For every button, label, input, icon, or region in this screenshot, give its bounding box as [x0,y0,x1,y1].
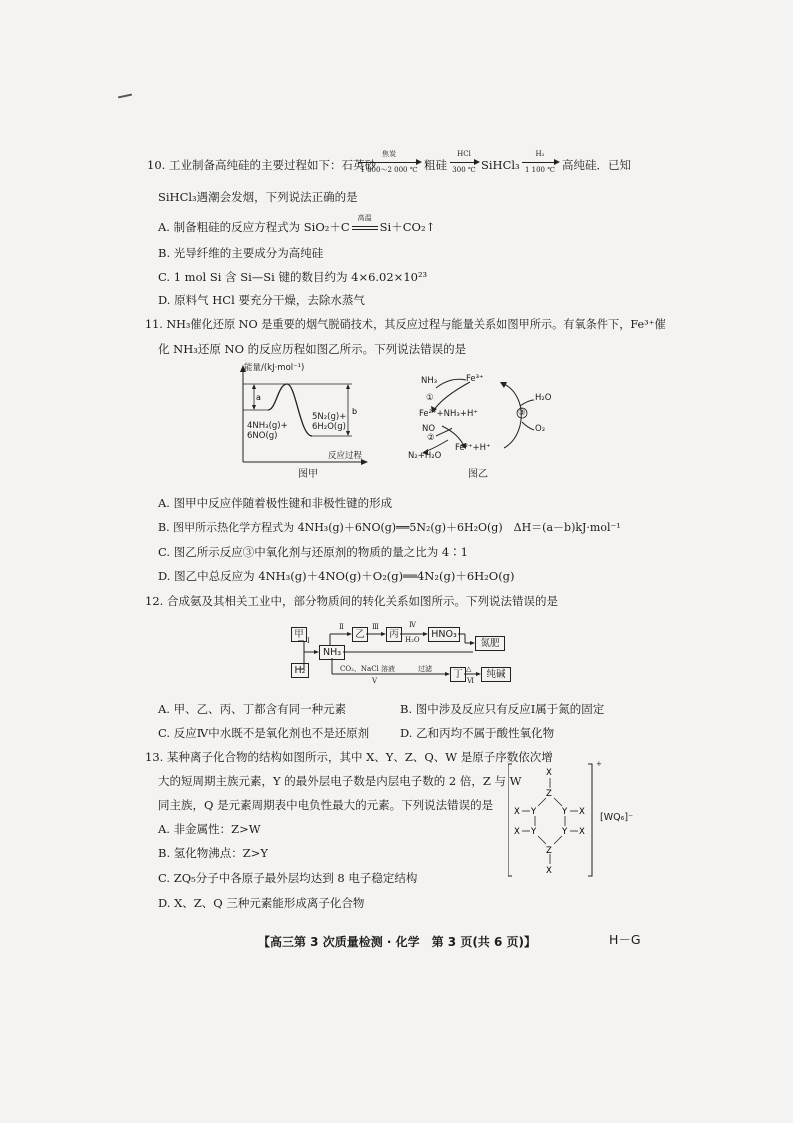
q10-stem-line2: SiHCl₃遇潮会发烟，下列说法正确的是 [158,190,358,204]
flow-to-chunjian-head [476,672,481,676]
q10-arrow2 [450,162,478,163]
node-hno3: HNO₃ [428,627,460,642]
flow-to-bing-head [381,632,386,636]
q10-arrow1-bottom: 1 800～2 000 ℃ [360,166,418,174]
q11-option-b: B. 图甲所示热化学方程式为 4NH₃(g)＋6NO(g)══5N₂(g)＋6H₂O(g) ΔH＝(a－b)kJ·mol⁻¹ [158,521,621,534]
bond-y-z-left-bottom [538,836,546,844]
products-line1: 5N₂(g)+ [312,412,347,422]
atom-z-bottom: Z [546,846,552,856]
q10-crude-si: 粗硅 [424,158,447,172]
q12-option-d: D. 乙和丙均不属于酸性氧化物 [400,726,555,740]
q13-stem-line3: 同主族，Q 是元素周期表中电负性最大的元素。下列说法错误的是 [158,798,494,812]
paper-code: H－G [609,932,641,947]
label-reaction-5: Ⅴ [372,677,378,685]
anion-label: [WQ₆]⁻ [600,812,634,823]
bond-z-y-left-top [538,798,546,806]
energy-axis-ylabel: 能量/(kJ·mol⁻¹) [244,363,305,373]
q10-option-a-condition: 高温 [357,214,372,222]
label-reaction-4: Ⅳ [409,621,416,629]
q10-arrow1 [358,162,420,163]
q13-ion-structure [508,762,594,880]
cycle-intermediate: Fe²⁺+NH₃+H⁺ [419,409,478,419]
label-heat: △ [466,665,472,673]
q11-stem-line2: 化 NH₃还原 NO 的反应历程如图乙所示。下列说法错误的是 [158,342,467,356]
bracket-left [508,764,512,876]
label-reaction-2: Ⅱ [339,623,344,631]
q13-option-b: B. 氢化物沸点：Z>Y [158,846,268,860]
flow-to-yi-head [347,632,352,636]
atom-x-top: X [546,768,552,778]
scan-mark [118,94,132,99]
figure-yi-caption: 图乙 [468,469,488,480]
cycle-n2h2o: N₂+H₂O [408,451,442,461]
q11-stem-line1: 11. NH₃催化还原 NO 是重要的烟气脱硝技术，其反应过程与能量关系如图甲所示。有氧条件下，Fe³⁺催 [145,318,666,331]
q10-option-c: C. 1 mol Si 含 Si—Si 键的数目约为 4×6.02×10²³ [158,270,428,284]
cycle-fe3: Fe³⁺ [466,374,484,384]
cycle-no: NO [422,424,436,434]
node-nh3: NH₃ [319,645,345,660]
bracket-right [588,764,592,876]
bond-z-y-right-top [554,798,562,806]
label-reaction-4-water: H₂O [405,636,420,644]
cycle-nh3: NH₃ [421,376,438,386]
atom-z-top: Z [546,789,552,799]
atom-x-1: X [514,807,520,817]
label-filter: 过滤 [418,665,432,673]
energy-label-a: a [256,393,261,402]
node-chunjian: 纯碱 [481,667,511,682]
q10-option-d: D. 原料气 HCl 要充分干燥，去除水蒸气 [158,293,365,307]
q13-option-c: C. ZQ₅分子中各原子最外层均达到 8 电子稳定结构 [158,871,418,885]
reactants-line1: 4NH₃(g)+ [247,421,288,431]
cycle-arrow-no-in [436,428,452,436]
cycle-step2-label: ② [427,433,435,443]
flow-to-hno3-head [423,632,428,636]
energy-b-arrowhead-bottom [346,431,350,436]
atom-y-2: Y [562,807,568,817]
q10-end: 高纯硅．已知 [562,158,631,172]
q11-option-a: A. 图甲中反应伴随着极性键和非极性键的形成 [158,496,393,510]
node-bing: 丙 [386,627,402,642]
energy-b-arrowhead-top [346,384,350,389]
q12-stem: 12. 合成氨及其相关工业中，部分物质间的转化关系如图所示。下列说法错误的是 [145,594,558,608]
q10-arrow3 [522,162,558,163]
cycle-arrow-step1 [434,382,470,410]
label-reaction-1: Ⅰ [307,637,310,645]
q13-option-d: D. X、Z、Q 三种元素能形成离子化合物 [158,896,365,910]
label-reaction-5-reagents: CO₂、NaCl 溶液 [340,665,396,673]
flow-to-nh3-head [314,650,319,654]
q10-arrow1-top: 焦炭 [382,150,396,158]
q10-arrow3-top: H₂ [535,150,545,158]
q11-option-d: D. 图乙中总反应为 4NH₃(g)＋4NO(g)＋O₂(g)══4N₂(g)＋6H₂O(g) [158,569,515,583]
q10-arrow3-bottom: 1 100 ℃ [524,166,556,174]
cycle-arrow-o2-in [522,422,534,430]
atom-y-1: Y [531,807,537,817]
cycle-arrow-h2o-out [520,400,534,406]
q10-arrow2-bottom: 300 ℃ [452,166,476,174]
atom-x-2: X [579,807,585,817]
page-footer: 【高三第 3 次质量检测 · 化学 第 3 页(共 6 页)】 [258,935,536,949]
q10-stem-line1: 10. 工业制备高纯硅的主要过程如下：石英砂 [147,158,376,172]
q10-sihcl3: SiHCl₃ [481,158,520,172]
cycle-o2: O₂ [535,424,546,434]
atom-x-bottom: X [546,866,552,876]
cycle-fe2h: Fe²⁺+H⁺ [455,443,491,453]
atom-x-3: X [514,827,520,837]
node-yi: 乙 [352,627,368,642]
cation-charge: + [596,760,602,768]
atom-y-4: Y [562,827,568,837]
q13-stem-line2: 大的短周期主族元素，Y 的最外层电子数是内层电子数的 2 倍，Z 与 W [158,774,522,788]
label-reaction-3: Ⅲ [372,623,379,631]
bond-y-z-right-bottom [554,836,562,844]
q10-option-b: B. 光导纤维的主要成分为高纯硅 [158,246,324,260]
q13-option-a: A. 非金属性：Z>W [158,822,261,836]
q12-option-b: B. 图中涉及反应只有反应Ⅰ属于氮的固定 [400,702,605,716]
energy-axis-xlabel: 反应过程 [328,451,363,461]
figure-jia-caption: 图甲 [298,469,318,480]
q12-option-c: C. 反应Ⅳ中水既不是氧化剂也不是还原剂 [158,726,370,740]
cycle-step1-label: ① [426,393,434,403]
products-line2: 6H₂O(g) [312,422,346,432]
node-h2: H₂ [291,663,309,678]
cycle-step3-label: ③ [518,408,526,418]
atom-y-3: Y [531,827,537,837]
node-jia: 甲 [291,627,307,642]
q13-stem-line1: 13. 某种离子化合物的结构如图所示，其中 X、Y、Z、Q、W 是原子序数依次增 [145,750,553,764]
node-danfei: 氮肥 [475,636,505,651]
q11-option-c: C. 图乙所示反应③中氧化剂与还原剂的物质的量之比为 4∶1 [158,545,468,559]
q12-option-a: A. 甲、乙、丙、丁都含有同一种元素 [158,702,347,716]
reactants-line2: 6NO(g) [247,431,278,441]
q12-flow-lines [280,615,520,690]
activation-a-arrowhead-bottom [252,405,256,410]
cycle-h2o: H₂O [535,393,552,403]
node-ding: 丁 [450,667,466,682]
q10-option-a: A. 制备粗硅的反应方程式为 SiO₂＋C 高温 Si＋CO₂↑ [158,214,436,234]
atom-x-4: X [579,827,585,837]
flow-to-ding-head [445,672,450,676]
energy-label-b: b [352,407,358,416]
energy-axis-x-arrowhead [361,459,368,465]
label-reaction-6: Ⅵ [467,677,475,685]
flow-to-danfei-head [470,641,475,645]
activation-a-arrowhead-top [252,384,256,389]
q10-arrow2-top: HCl [457,150,471,158]
